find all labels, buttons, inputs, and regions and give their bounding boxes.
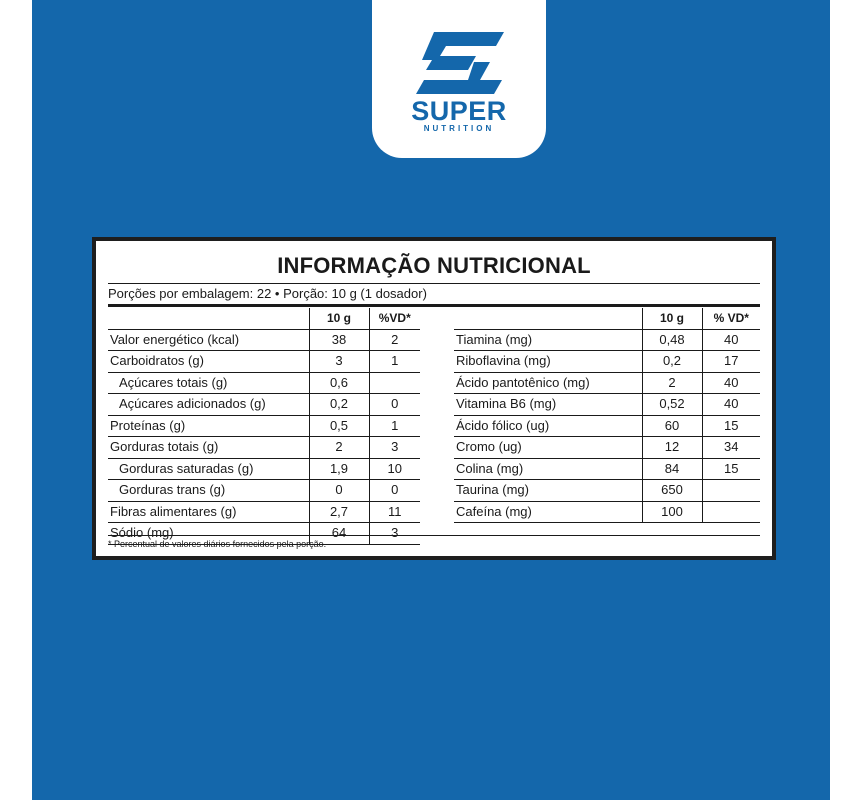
table-row — [454, 437, 760, 459]
nutrient-name: Açúcares totais (g) — [108, 372, 309, 394]
dv-header: % VD* — [702, 308, 760, 329]
table-row — [454, 480, 760, 502]
nutrient-amount: 0,2 — [309, 394, 369, 416]
amount-header: 10 g — [309, 308, 369, 329]
table-row — [454, 351, 760, 373]
nutrient-daily-value — [702, 501, 760, 523]
nutrient-amount: 64 — [309, 523, 369, 545]
logo-tab — [372, 0, 546, 158]
nutrient-daily-value: 1 — [369, 415, 420, 437]
nutrient-amount: 0,48 — [642, 329, 702, 351]
bottom-rule — [108, 535, 760, 536]
table-row — [454, 415, 760, 437]
table-row — [454, 394, 760, 416]
nutrient-name: Gorduras saturadas (g) — [108, 458, 309, 480]
nutrient-name: Vitamina B6 (mg) — [454, 394, 642, 416]
nutrient-amount: 3 — [309, 351, 369, 373]
nutrition-facts-label — [92, 237, 776, 560]
dv-header: %VD* — [369, 308, 420, 329]
footnote: * Percentual de valores diários fornecidos pela porção. — [108, 539, 327, 549]
table-row — [108, 458, 420, 480]
table-row — [454, 501, 760, 523]
table-row — [108, 415, 420, 437]
nutrient-daily-value — [369, 372, 420, 394]
nutrient-name: Riboflavina (mg) — [454, 351, 642, 373]
nutrient-name: Taurina (mg) — [454, 480, 642, 502]
serving-info: Porções por embalagem: 22 • Porção: 10 g (1 dosador) — [108, 283, 760, 307]
nutrient-name: Carboidratos (g) — [108, 351, 309, 373]
table-row — [108, 437, 420, 459]
amount-header: 10 g — [642, 308, 702, 329]
nutrient-name: Colina (mg) — [454, 458, 642, 480]
nutrient-daily-value: 10 — [369, 458, 420, 480]
table-row — [108, 351, 420, 373]
table-row — [108, 501, 420, 523]
nutrient-amount: 1,9 — [309, 458, 369, 480]
super-nutrition-s-logo-icon — [416, 32, 504, 98]
nutrient-daily-value: 15 — [702, 458, 760, 480]
nutrient-daily-value: 17 — [702, 351, 760, 373]
nutrient-name: Gorduras trans (g) — [108, 480, 309, 502]
nutrient-name: Valor energético (kcal) — [108, 329, 309, 351]
brand-name: SUPER — [411, 96, 507, 126]
nutrition-table-right — [454, 308, 760, 523]
nutrient-name: Ácido fólico (ug) — [454, 415, 642, 437]
nutrient-daily-value: 3 — [369, 523, 420, 545]
nutrient-name: Gorduras totais (g) — [108, 437, 309, 459]
nutrient-name: Proteínas (g) — [108, 415, 309, 437]
nutrient-amount: 38 — [309, 329, 369, 351]
nutrient-amount: 0,6 — [309, 372, 369, 394]
nutrient-daily-value: 11 — [369, 501, 420, 523]
table-row — [454, 329, 760, 351]
nutrient-daily-value: 34 — [702, 437, 760, 459]
nutrient-amount: 2,7 — [309, 501, 369, 523]
nutrient-daily-value: 0 — [369, 394, 420, 416]
nutrient-name: Tiamina (mg) — [454, 329, 642, 351]
table-row — [454, 458, 760, 480]
table-header — [454, 308, 760, 329]
table-header — [108, 308, 420, 329]
nutrient-name: Fibras alimentares (g) — [108, 501, 309, 523]
nutrient-amount: 2 — [309, 437, 369, 459]
nutrient-name: Cromo (ug) — [454, 437, 642, 459]
nutrient-amount: 2 — [642, 372, 702, 394]
nutrient-amount: 100 — [642, 501, 702, 523]
table-row — [108, 480, 420, 502]
nutrient-amount: 60 — [642, 415, 702, 437]
nutrient-amount: 0 — [309, 480, 369, 502]
table-row — [108, 329, 420, 351]
brand-subtitle: NUTRITION — [423, 124, 495, 133]
nutrient-daily-value — [702, 480, 760, 502]
table-row — [108, 394, 420, 416]
nutrient-daily-value: 40 — [702, 394, 760, 416]
table-row — [108, 372, 420, 394]
nutrient-daily-value: 40 — [702, 329, 760, 351]
nutrient-name: Ácido pantotênico (mg) — [454, 372, 642, 394]
nutrient-name: Açúcares adicionados (g) — [108, 394, 309, 416]
nutrient-amount: 0,2 — [642, 351, 702, 373]
nutrient-daily-value: 3 — [369, 437, 420, 459]
nutrient-amount: 12 — [642, 437, 702, 459]
nutrition-table-left — [108, 308, 420, 545]
nutrient-name: Cafeína (mg) — [454, 501, 642, 523]
nutrient-amount: 650 — [642, 480, 702, 502]
nutrient-daily-value: 40 — [702, 372, 760, 394]
label-title: INFORMAÇÃO NUTRICIONAL — [277, 253, 591, 278]
nutrient-amount: 84 — [642, 458, 702, 480]
table-row — [454, 372, 760, 394]
nutrient-daily-value: 0 — [369, 480, 420, 502]
nutrient-daily-value: 2 — [369, 329, 420, 351]
nutrient-amount: 0,5 — [309, 415, 369, 437]
nutrient-name: Sódio (mg) — [108, 523, 309, 545]
nutrient-daily-value: 1 — [369, 351, 420, 373]
nutrient-amount: 0,52 — [642, 394, 702, 416]
nutrient-daily-value: 15 — [702, 415, 760, 437]
